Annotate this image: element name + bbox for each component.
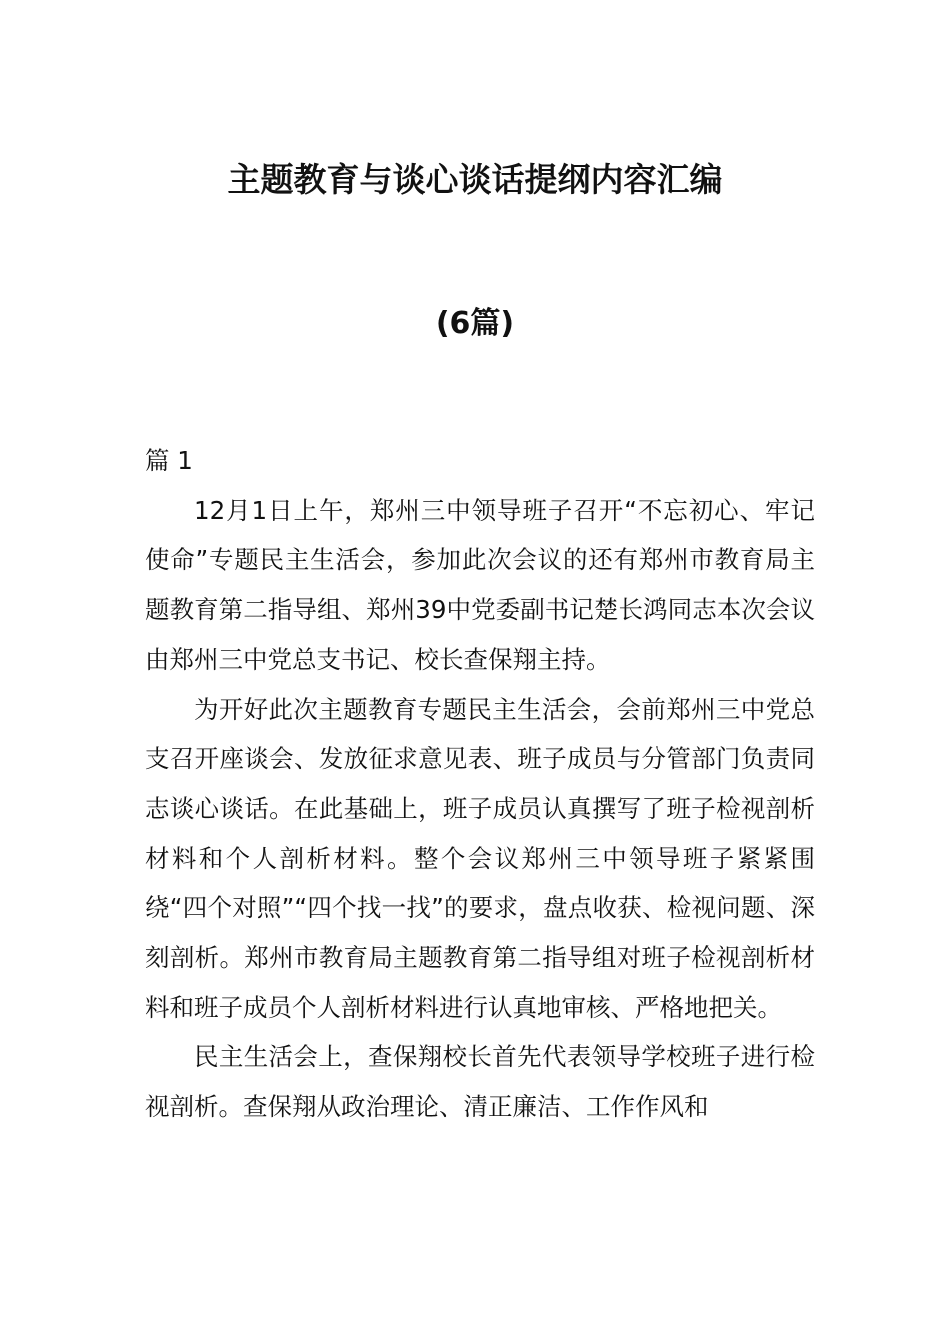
document-subtitle: (6篇) bbox=[435, 306, 515, 341]
body-paragraph-2: 为开好此次主题教育专题民主生活会，会前郑州三中党总支召开座谈会、发放征求意见表、班子成员与分管部门负责同志谈心谈话。在此基础上，班子成员认真撰写了班子检视剖析材料和个人剖析材料。整个会议郑州三中领导班子紧紧围绕“四个对照”“四个找一找”的要求，盘点收获、检视问题、深刻剖析。郑州市教育局主题教育第二指导组对班子检视剖析材料和班子成员个人剖析材料进行认真地审核、严格地把关。 bbox=[145, 694, 815, 1022]
section-label: 篇 1 bbox=[145, 446, 193, 475]
body-paragraph-3: 民主生活会上，查保翔校长首先代表领导学校班子进行检视剖析。查保翔从政治理论、清正廉洁、工作作风和 bbox=[145, 1042, 815, 1122]
document-body bbox=[145, 436, 815, 1132]
body-paragraph-1: 12月1日上午，郑州三中领导班子召开“不忘初心、牢记使命”专题民主生活会，参加此次会议的还有郑州市教育局主题教育第二指导组、郑州39中党委副书记楚长鸿同志本次会议由郑州三中党总支书记、校长查保翔主持。 bbox=[145, 495, 815, 674]
document-title: 主题教育与谈心谈话提纲内容汇编 bbox=[227, 160, 723, 199]
